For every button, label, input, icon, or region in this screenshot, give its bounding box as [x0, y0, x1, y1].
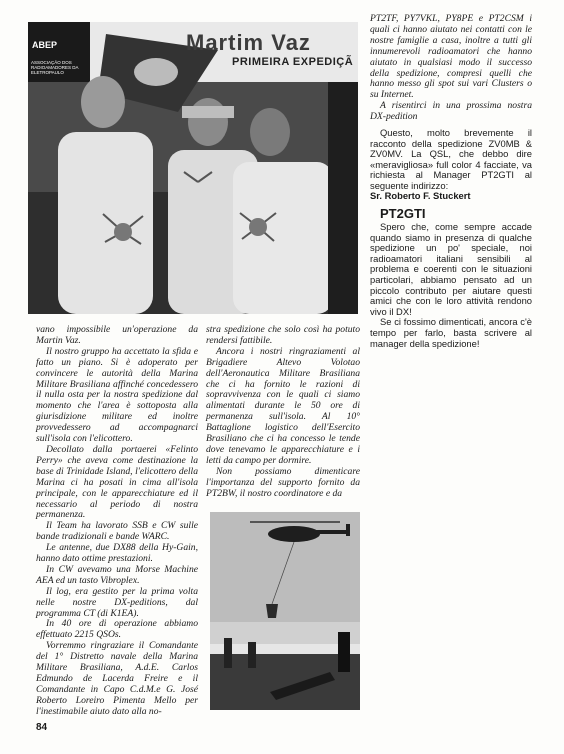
paragraph: Il Team ha lavorato SSB e CW sulle bande tradizionali e bande WARC.: [36, 520, 198, 543]
paragraph: Le antenne, due DX88 della Hy-Gain, hanno dato ottime prestazioni.: [36, 542, 198, 565]
expedition-team-photo: [28, 22, 358, 314]
article-column-2: [206, 325, 360, 500]
paragraph: stra spedizione che solo così ha potuto rendersi fattibile.: [206, 324, 360, 346]
section-heading: PT2GTI: [380, 206, 426, 221]
helicopter-photo: [210, 512, 360, 710]
paragraph: Ancora i nostri ringraziamenti al Brigadiere Altevo Volotao dell'Aeronautica Militare Brasiliana che ci ha fornito le razioni di sopravvivenza con le quali ci siamo alimentati durante le 50 ore di permanenza sull'isola. Al 10° Battaglione logistico dell'Esercito Brasiliano che ci ha concesso le tende dove tenevamo le apparecchiature e i letti da campo per dormire.: [206, 345, 360, 466]
banner-title: Martim Vaz: [186, 30, 311, 55]
paragraph: PT2TF, PY7VKL, PY8PE e PT2CSM i quali ci hanno aiutato nei contatti con le nostre famiglie a casa, inoltre a tutti gli innumerevoli radioamatori che hanno aiutato in qualsiasi modo il successo della spedizione, compresi quelli che hanno messo gli spot sui vari Clusters o su Internet.: [370, 13, 532, 101]
paragraph: In CW avevamo una Morse Machine AEA ed un tasto Vibroplex.: [36, 563, 198, 586]
manager-address: Sr. Roberto F. Stuckert: [370, 190, 471, 201]
paragraph: Il log, era gestito per la prima volta nelle nostre DX-peditions, dal programma CT (di K1EA).: [36, 585, 198, 619]
logo-text: ASSOCIAÇÃO DOS RADIOAMADORES DA ELETROPAULO: [31, 60, 79, 75]
paragraph: Non possiamo dimenticare l'importanza del supporto fornito da PT2BW, il nostro coordinatore e da: [206, 465, 360, 499]
banner-subtitle: PRIMEIRA EXPEDIÇÃ: [232, 56, 354, 68]
paragraph: vano impossibile un'operazione da Martin Vaz.: [36, 324, 198, 346]
article-column-1: [36, 325, 198, 718]
qsl-paragraph: Questo, molto brevemente il racconto della spedizione ZV0MB & ZV0MV. La QSL, che debbo dire «meravigliosa» full color 4 facciate, va richiesta al Manager PT2GTI al seguente indirizzo:: [370, 127, 532, 191]
closing-column: [370, 222, 532, 349]
paragraph: Spero che, come sempre accade quando siamo in presenza di qualche spedizione un po' speciale, noi radioamatori italiani sensibili al problema e coerenti con le situazioni particolari, abbiamo pensato ad un piccolo contributo per aiutare questi amici che con le loro attività rendono vivo il DX!: [370, 221, 532, 317]
article-column-3: [370, 14, 532, 123]
paragraph: Se ci fossimo dimenticati, ancora c'è tempo per farlo, basta scrivere al manager della spedizione!: [370, 316, 532, 349]
paragraph: A risentirci in una prossima nostra DX-pedition: [370, 100, 532, 123]
page-number: 84: [36, 722, 48, 733]
paragraph: Vorremmo ringraziare il Comandante del 1° Distretto navale della Marina Militare Brasiliana, A.d.E. Carlos Edmundo de Lacerda Freire e il Comandante in Capo C.d.M.e G. José Roberto Loreiro Pimenta Mello per l'inestimabile aiuto dato alla no-: [36, 640, 198, 717]
paragraph: Il nostro gruppo ha accettato la sfida e fatto un piano. Si è adoperato per convincere le autorità della Marina Militare Brasiliana affinché concedessero il nulla osta per la nostra spedizione dal momento che l'area è sottoposta alla giurisdizione militare ed inoltre provvedessero ad accompagnarci sull'isola con l'elicottero.: [36, 345, 198, 445]
paragraph: In 40 ore di operazione abbiamo effettuato 2215 QSOs.: [36, 618, 198, 641]
logo-abbr: ABEP: [32, 40, 58, 50]
qsl-paragraph-block: [370, 128, 532, 192]
paragraph: Decollato dalla portaerei «Felinto Perry» che aveva come destinazione la base di Trinidade Island, l'elicottero della Marina ci ha posati in cima all'isola principale, con le apparecchiature ed il necessario al periodo di nostra permanenza.: [36, 443, 198, 521]
